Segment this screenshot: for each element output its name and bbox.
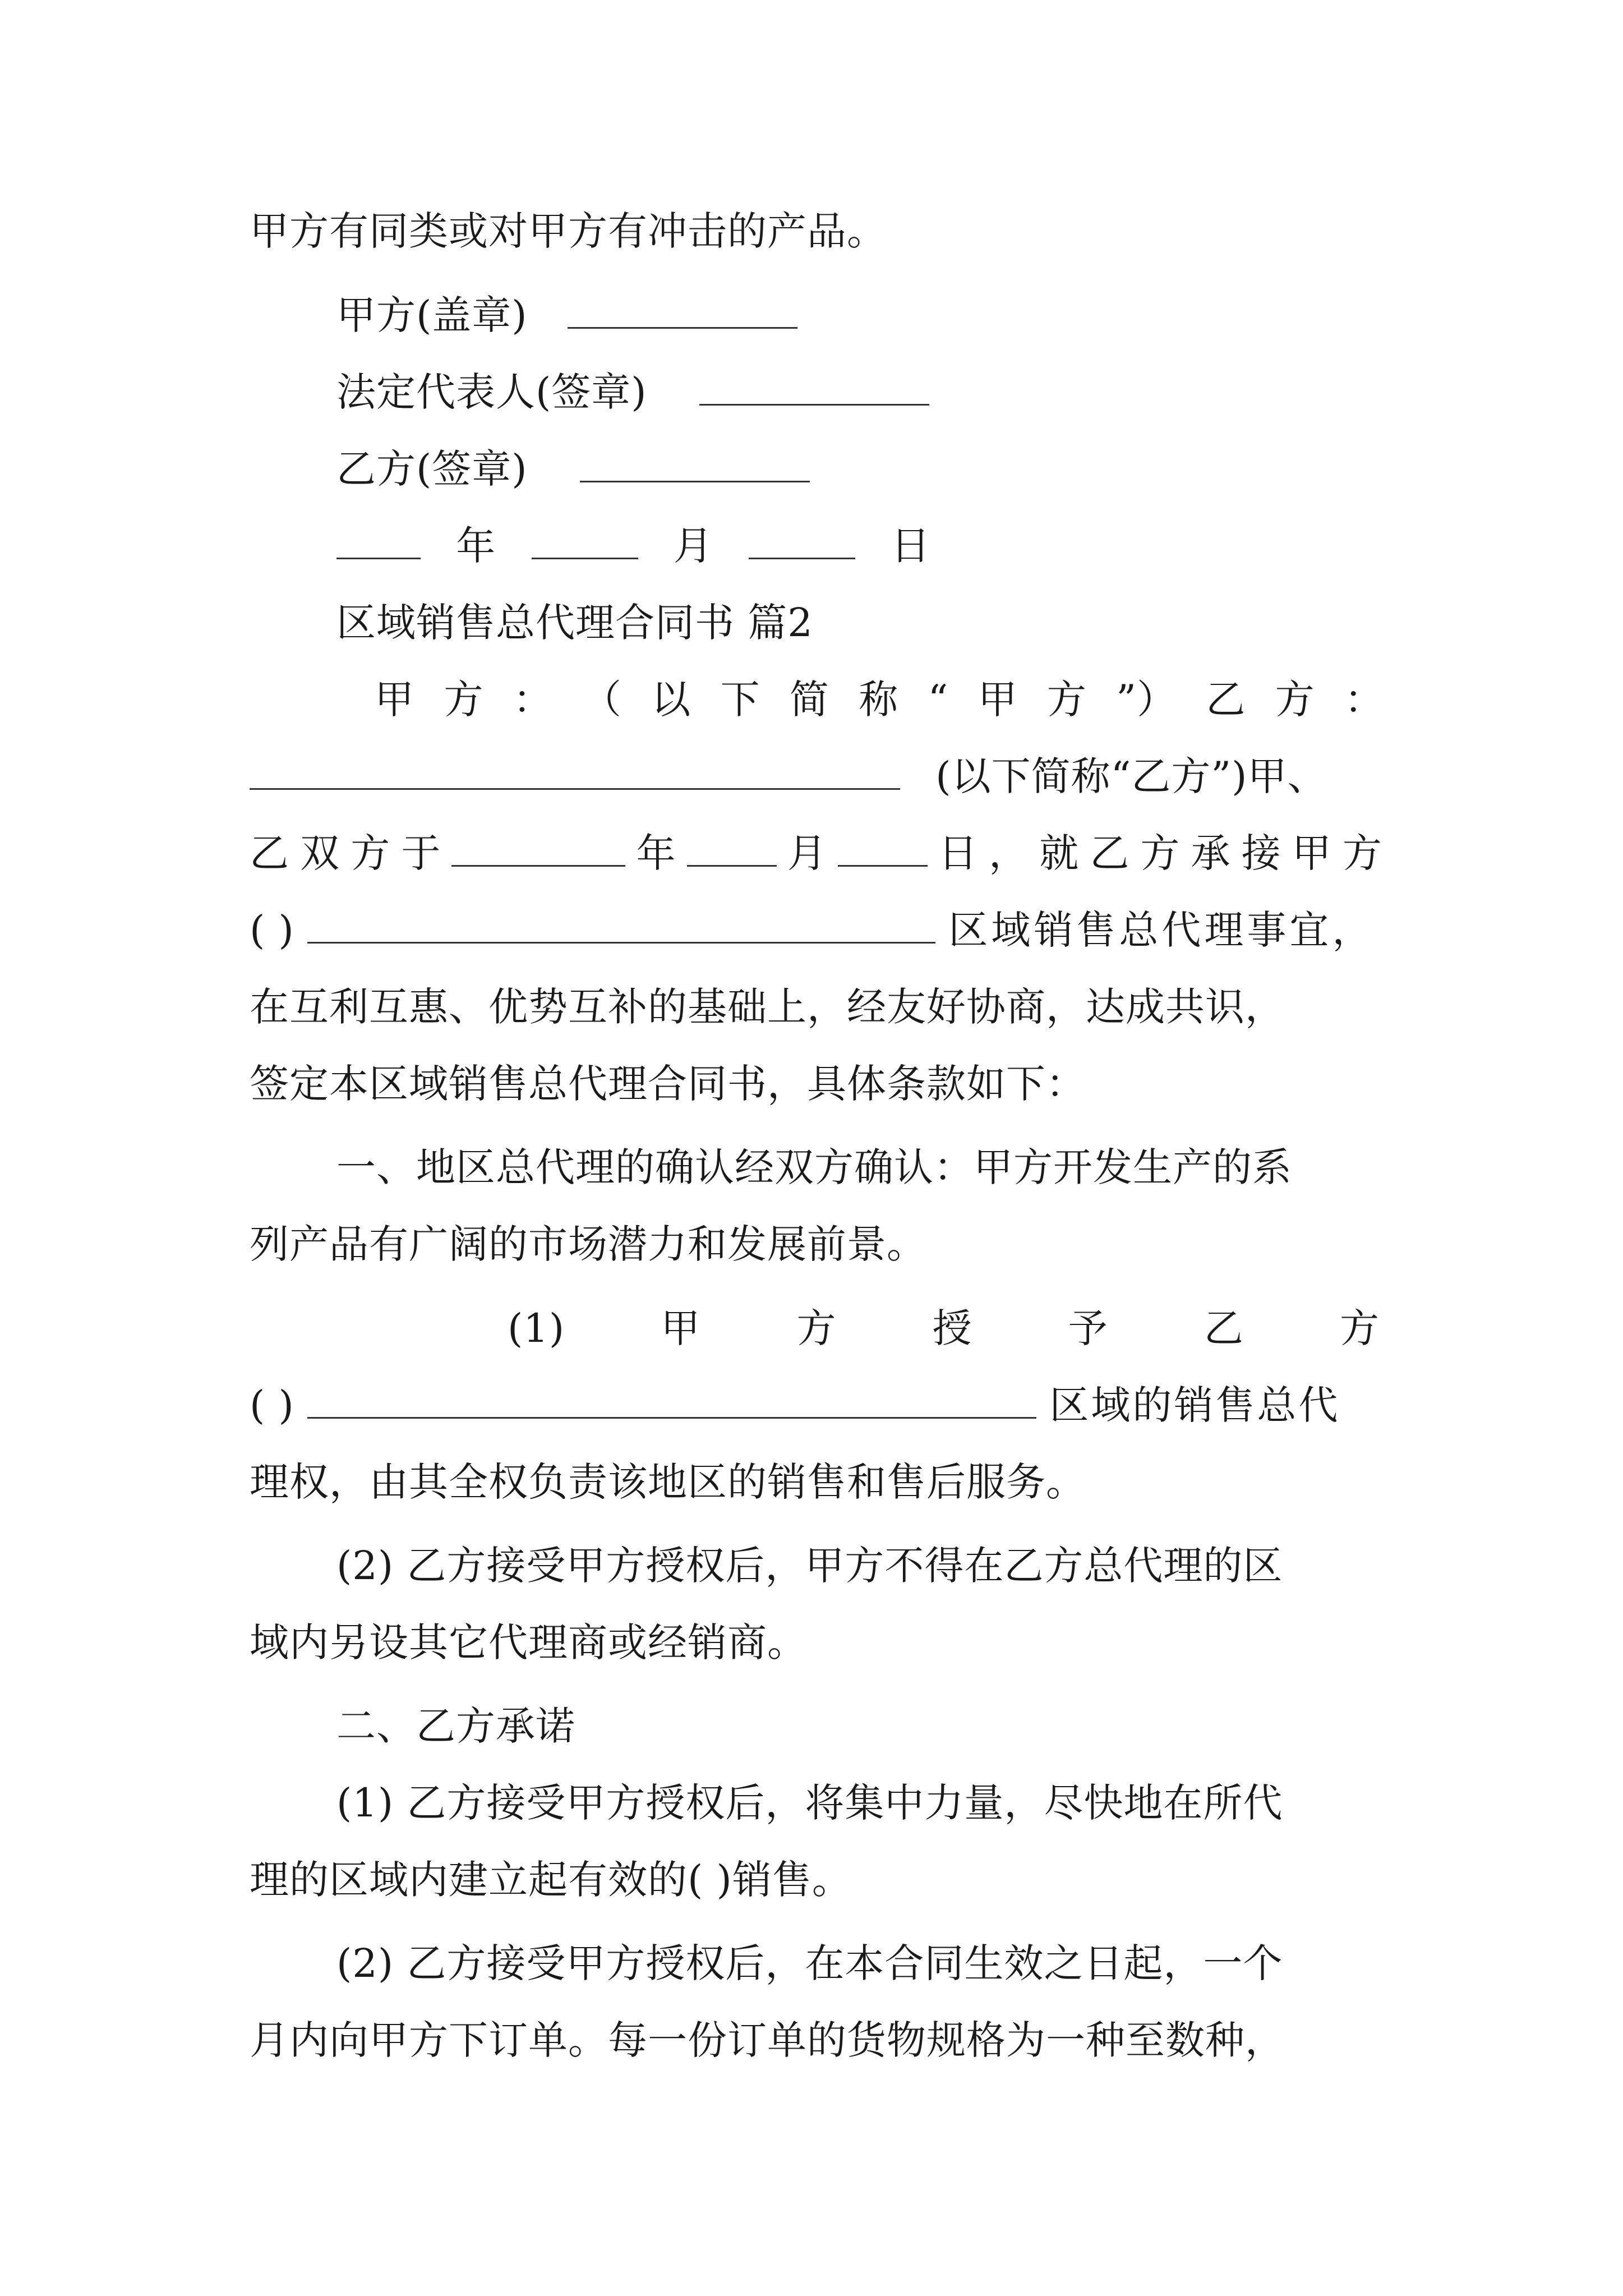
text: ( ): [250, 907, 294, 953]
clause-1-item-2-line-1: [336, 1538, 1382, 1594]
word: ”）: [1116, 677, 1177, 723]
clause-1-line-2: [250, 1216, 1382, 1272]
party-b-name-blank: [250, 751, 900, 790]
product-region-blank: [307, 905, 935, 944]
word: “: [928, 677, 949, 723]
word: 予: [1068, 1305, 1108, 1351]
word: 方: [444, 677, 484, 723]
clause-2-title: [336, 1698, 1382, 1754]
intro-line-1: [375, 671, 1384, 728]
section-title: [336, 595, 1382, 651]
party-a-seal-blank: [568, 290, 797, 329]
clause-2-item-1-line-2: [250, 1852, 1382, 1908]
word: 乙: [250, 830, 289, 876]
month-label: 月: [673, 523, 713, 569]
text: (2) 乙方接受甲方授权后，在本合同生效之日起，一个: [336, 1940, 1283, 1986]
word: 于: [401, 830, 441, 876]
text: 理权，由其全权负责该地区的销售和售后服务。: [250, 1459, 1086, 1505]
text: (1) 乙方接受甲方授权后，将集中力量，尽快地在所代: [336, 1780, 1283, 1826]
legal-rep-line: [336, 364, 1382, 420]
word: 接: [1241, 830, 1281, 876]
month-blank: [532, 521, 638, 559]
text: 理的区域内建立起有效的( )销售。: [250, 1857, 852, 1903]
paragraph-line: [250, 203, 1382, 259]
text: 区域销售总代理事宜，: [948, 907, 1375, 953]
word: 年: [636, 830, 676, 876]
text: (以下简称“乙方”)甲、: [935, 753, 1327, 799]
date-line: [336, 518, 1382, 574]
word: ，: [989, 830, 1029, 876]
text: 甲方有同类或对甲方有冲击的产品。: [250, 208, 887, 254]
intro-line-4: [250, 902, 1382, 958]
word: 乙: [1090, 830, 1130, 876]
clause-1-item-1-line-1: [508, 1300, 1380, 1356]
word: 承: [1191, 830, 1231, 876]
party-b-sign-line: [336, 441, 1382, 497]
word: 日: [938, 830, 978, 876]
clause-2-item-2-line-1: [336, 1935, 1382, 1991]
year-blank: [451, 828, 625, 867]
clause-1-item-2-line-2: [250, 1614, 1382, 1671]
month-blank: [687, 828, 777, 867]
intro-line-6: [250, 1056, 1382, 1112]
word: 就: [1039, 830, 1080, 876]
word: 方: [1342, 830, 1382, 876]
word: 下: [720, 677, 760, 723]
word: 方: [1046, 677, 1087, 723]
word: 方: [351, 830, 391, 876]
intro-line-2: [250, 748, 1382, 804]
word: (1): [508, 1305, 565, 1351]
intro-line-3: [250, 825, 1382, 881]
word: 甲: [978, 677, 1018, 723]
clause-2-item-1-line-1: [336, 1775, 1382, 1831]
legal-rep-blank: [699, 367, 929, 406]
word: ：: [1344, 677, 1384, 723]
word: 方: [1275, 677, 1315, 723]
word: 乙: [1204, 1305, 1244, 1351]
clause-1-item-1-line-3: [250, 1454, 1382, 1510]
word: 甲: [1292, 830, 1332, 876]
day-blank: [838, 828, 928, 867]
text: 域内另设其它代理商或经销商。: [250, 1619, 807, 1665]
word: 月: [787, 830, 827, 876]
text: 月内向甲方下订单。每一份订单的货物规格为一种至数种，: [250, 2017, 1285, 2063]
word: 方: [1140, 830, 1181, 876]
party-b-sign-label: 乙方(签章): [336, 446, 528, 492]
day-blank: [749, 521, 855, 559]
word: 方: [1340, 1305, 1380, 1351]
word: ：: [513, 677, 553, 723]
legal-rep-label: 法定代表人(签章): [336, 369, 647, 415]
section-title-text: 区域销售总代理合同书 篇2: [336, 600, 813, 646]
word: 简: [789, 677, 829, 723]
party-b-sign-blank: [580, 444, 810, 482]
word: 方: [796, 1305, 837, 1351]
word: （: [582, 677, 622, 723]
sales-region-blank: [307, 1380, 1036, 1419]
word: 授: [932, 1305, 972, 1351]
text: 区域的销售总代: [1049, 1382, 1340, 1428]
text: 一、地区总代理的确认经双方确认：甲方开发生产的系: [336, 1144, 1292, 1190]
word: 以: [651, 677, 691, 723]
clause-1-line-1: [336, 1139, 1382, 1195]
text: (2) 乙方接受甲方授权后，甲方不得在乙方总代理的区: [336, 1543, 1283, 1589]
year-blank: [336, 521, 421, 559]
party-a-seal-label: 甲方(盖章): [336, 292, 528, 338]
party-a-seal-line: [336, 287, 1382, 343]
text: 二、乙方承诺: [336, 1703, 575, 1749]
clause-1-item-1-line-2: [250, 1377, 1382, 1433]
word: 甲: [661, 1305, 701, 1351]
word: 甲: [375, 677, 414, 723]
text: 在互利互惠、优势互补的基础上，经友好协商，达成共识，: [250, 984, 1285, 1030]
year-label: 年: [456, 523, 496, 569]
day-label: 日: [891, 523, 931, 569]
word: 称: [859, 677, 899, 723]
intro-line-5: [250, 979, 1382, 1035]
word: 双: [300, 830, 340, 876]
text: 列产品有广阔的市场潜力和发展前景。: [250, 1221, 926, 1267]
word: 乙: [1206, 677, 1246, 723]
text: 签定本区域销售总代理合同书，具体条款如下：: [250, 1061, 1086, 1107]
clause-2-item-2-line-2: [250, 2012, 1382, 2068]
text: ( ): [250, 1382, 294, 1428]
